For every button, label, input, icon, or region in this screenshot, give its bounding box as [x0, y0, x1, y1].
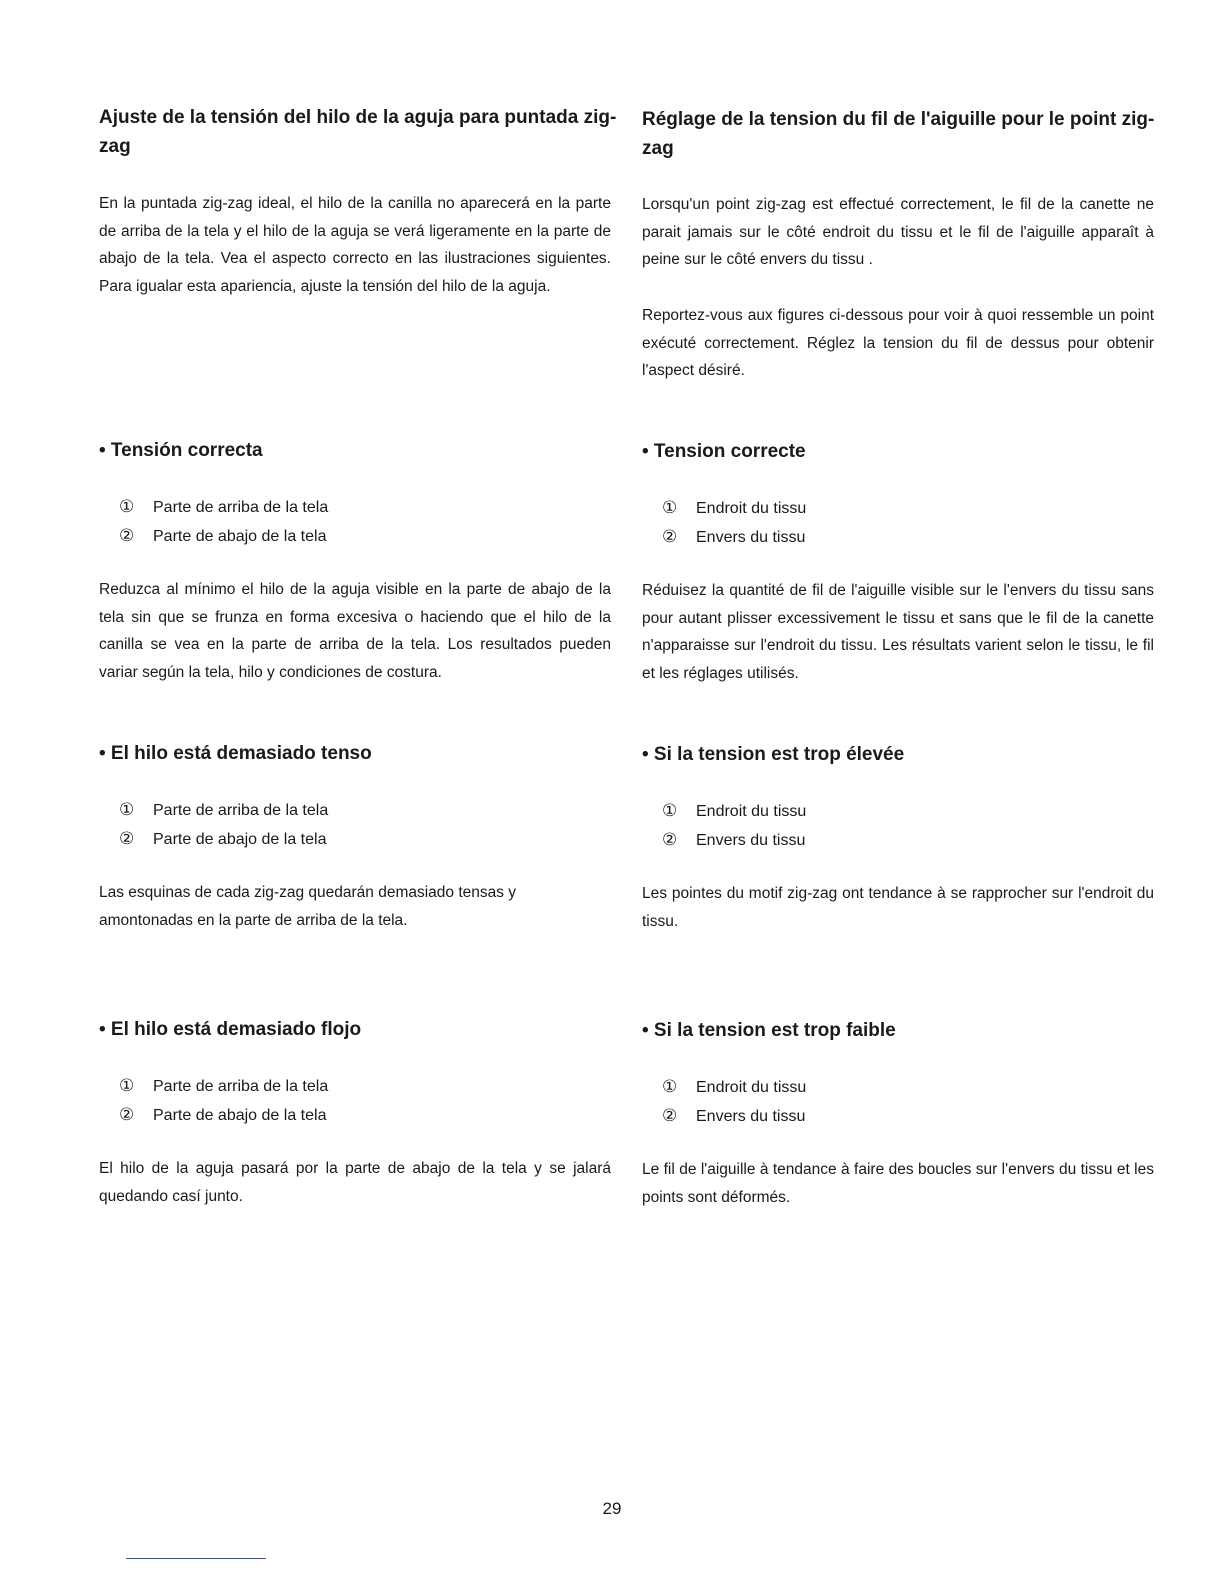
number-1-icon: ①	[662, 498, 678, 517]
number-2-icon: ②	[119, 828, 135, 848]
spanish-intro: En la puntada zig-zag ideal, el hilo de la canilla no aparecerá en la parte de arriba de la tela y el hilo de la aguja se verá ligeramente en la parte de abajo de la tela. Vea el aspecto correcto en las ilustraciones siguientes. Para igualar esta apariencia, ajuste la tensión del hilo de la aguja.	[99, 195, 611, 295]
spanish-legend-too-tight	[119, 796, 328, 853]
number-1-icon: ①	[119, 497, 135, 516]
number-2-icon: ②	[119, 525, 135, 545]
legend-item: ① Parte de arriba de la tela	[119, 1072, 328, 1101]
french-legend-correct	[662, 494, 806, 551]
footer-divider	[126, 1558, 266, 1559]
french-text-too-tight: Les pointes du motif zig-zag ont tendance à se rapprocher sur l'endroit du tissu.	[642, 885, 1154, 930]
french-text-too-loose: Le fil de l'aiguille à tendance à faire des boucles sur l'envers du tissu et les points sont déformés.	[642, 1161, 1154, 1206]
number-1-icon: ①	[662, 801, 678, 820]
number-1-icon: ①	[119, 1076, 135, 1095]
legend-item: ① Parte de arriba de la tela	[119, 796, 328, 825]
legend-item: ① Endroit du tissu	[662, 1073, 806, 1102]
spanish-heading-too-loose: • El hilo está demasiado flojo	[99, 1019, 362, 1040]
number-1-icon: ①	[662, 1077, 678, 1096]
legend-item: ① Endroit du tissu	[662, 494, 806, 523]
french-title: Réglage de la tension du fil de l'aiguille pour le point zig-zag	[642, 109, 1155, 159]
spanish-legend-too-loose	[119, 1072, 328, 1129]
spanish-title: Ajuste de la tensión del hilo de la aguja para puntada zig-zag	[99, 107, 617, 157]
legend-item: ② Envers du tissu	[662, 523, 806, 552]
french-text-correct-tension: Réduisez la quantité de fil de l'aiguille visible sur le l'envers du tissu sans pour autant plisser excessivement le tissu et sans que le fil de la canette n'apparaisse sur l'endroit du tissu. Les résultats varient selon le tissu, le fil et les réglages utilisés.	[642, 582, 1154, 682]
french-heading-too-tight: • Si la tension est trop élevée	[642, 744, 905, 765]
french-legend-too-loose	[662, 1073, 806, 1130]
french-heading-correct-tension: • Tension correcte	[642, 441, 806, 462]
number-2-icon: ②	[662, 526, 678, 546]
legend-item: ① Parte de arriba de la tela	[119, 493, 328, 522]
spanish-text-too-tight: Las esquinas de cada zig-zag quedarán demasiado tensas y amontonadas en la parte de arriba de la tela.	[99, 884, 517, 929]
legend-item: ② Parte de abajo de la tela	[119, 522, 328, 551]
spanish-text-correct-tension: Reduzca al mínimo el hilo de la aguja visible en la parte de abajo de la tela sin que se frunza en forma excesiva o haciendo que el hilo de la canilla se vea en la parte de arriba de la tela. Los resultados pueden variar según la tela, hilo y condiciones de costura.	[99, 581, 611, 681]
legend-item: ② Envers du tissu	[662, 826, 806, 855]
number-2-icon: ②	[119, 1104, 135, 1124]
french-intro-2: Reportez-vous aux figures ci-dessous pour voir à quoi ressemble un point exécuté correctement. Réglez la tension du fil de dessus pour obtenir l'aspect désiré.	[642, 307, 1154, 379]
page-number: 29	[602, 1499, 622, 1518]
french-heading-too-loose: • Si la tension est trop faible	[642, 1020, 896, 1041]
french-legend-too-tight	[662, 797, 806, 854]
spanish-heading-correct-tension: • Tensión correcta	[99, 440, 263, 461]
legend-item: ① Endroit du tissu	[662, 797, 806, 826]
spanish-text-too-loose: El hilo de la aguja pasará por la parte de abajo de la tela y se jalará quedando casí junto.	[99, 1160, 611, 1205]
french-intro: Lorsqu'un point zig-zag est effectué correctement, le fil de la canette ne parait jamais sur le côté endroit du tissu et le fil de l'aiguille apparaît à peine sur le côté envers du tissu .	[642, 196, 1154, 268]
number-2-icon: ②	[662, 1105, 678, 1125]
number-1-icon: ①	[119, 800, 135, 819]
spanish-legend-correct	[119, 493, 328, 550]
legend-item: ② Parte de abajo de la tela	[119, 1101, 328, 1130]
number-2-icon: ②	[662, 829, 678, 849]
spanish-heading-too-tight: • El hilo está demasiado tenso	[99, 743, 372, 764]
legend-item: ② Envers du tissu	[662, 1102, 806, 1131]
legend-item: ② Parte de abajo de la tela	[119, 825, 328, 854]
